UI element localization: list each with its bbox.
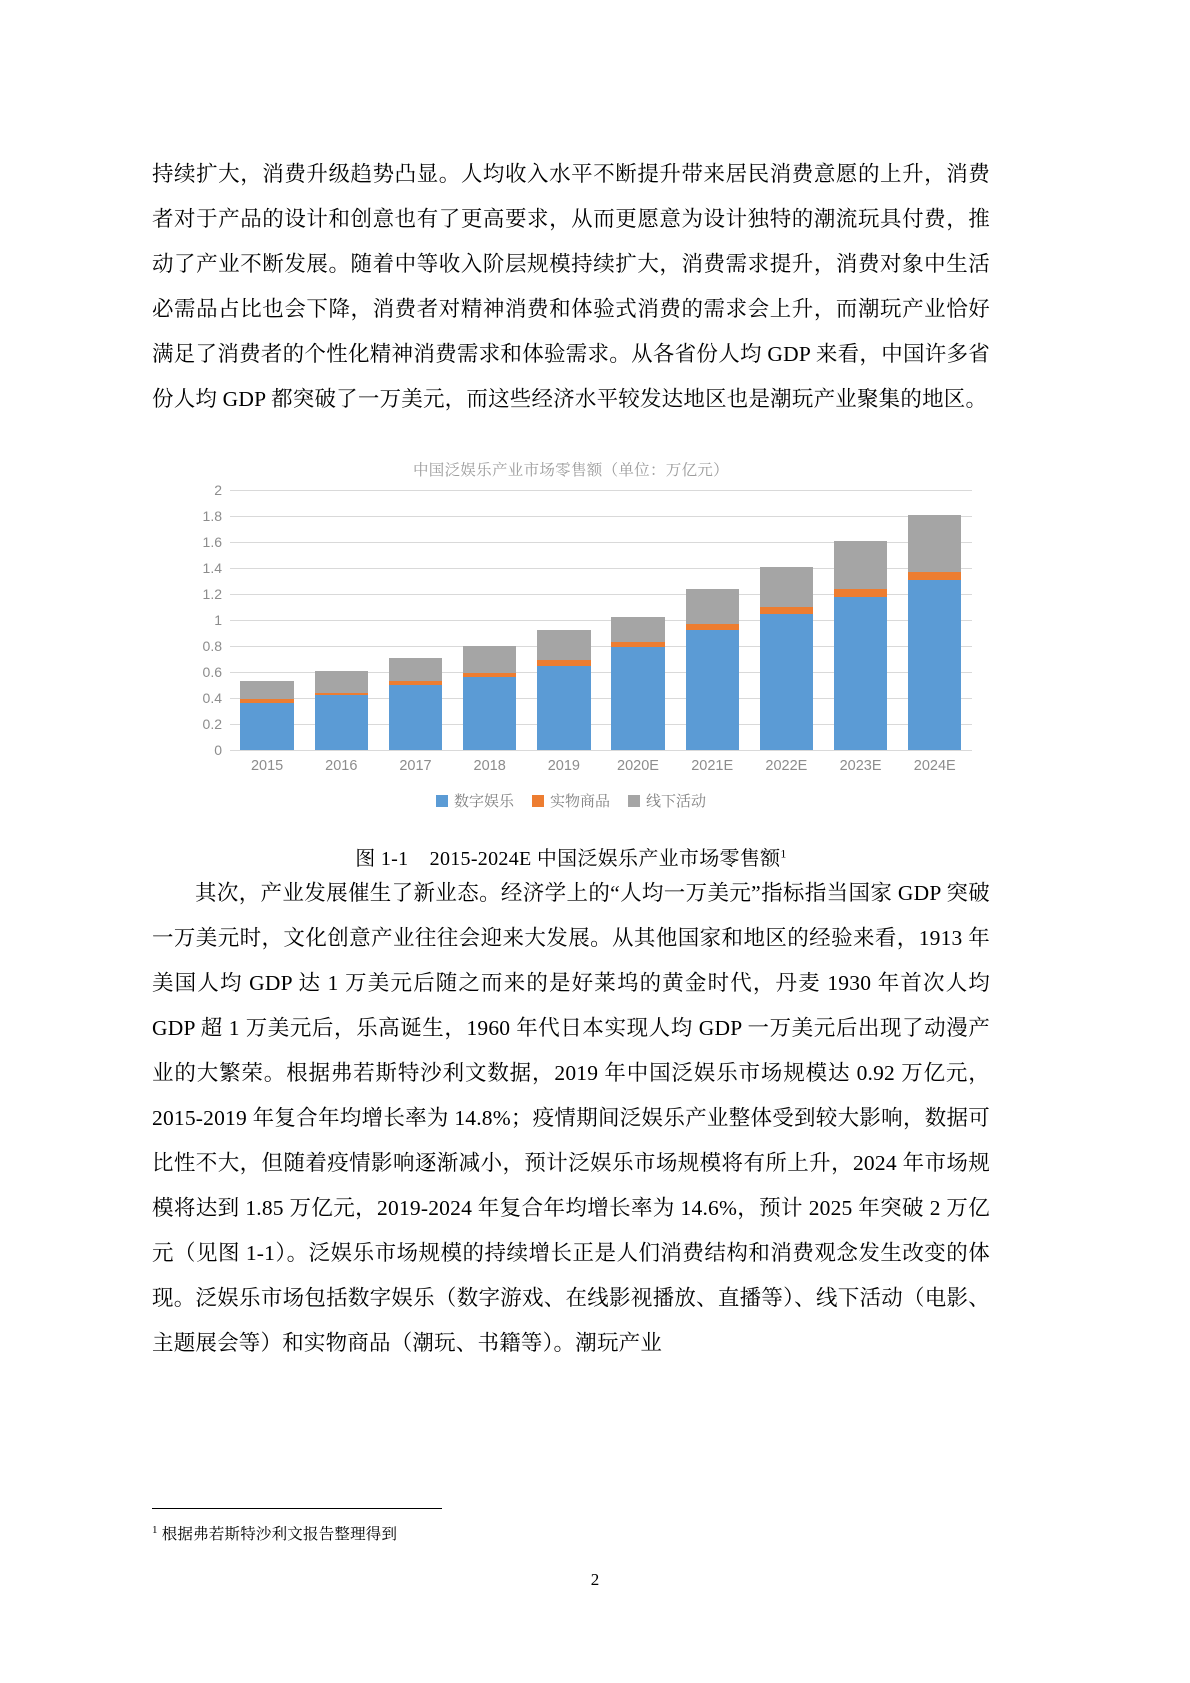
x-axis-tick: 2024E — [913, 758, 956, 774]
chart-grid — [230, 490, 972, 750]
legend-label: 实物商品 — [549, 793, 610, 810]
x-axis — [230, 758, 972, 774]
bar-segment — [463, 646, 516, 673]
bar-column — [611, 490, 664, 750]
y-axis-tick: 0.8 — [202, 638, 222, 654]
bar-segment — [315, 671, 368, 693]
page-content — [152, 152, 990, 1366]
bar-column — [834, 490, 887, 750]
legend-swatch-icon — [532, 795, 544, 807]
x-axis-tick: 2019 — [547, 758, 580, 774]
y-axis-tick: 1.2 — [202, 586, 222, 602]
legend-swatch-icon — [436, 795, 448, 807]
bar-segment — [315, 695, 368, 750]
footnote — [152, 1518, 990, 1547]
bar-segment — [686, 589, 739, 624]
y-axis-tick: 0.6 — [202, 664, 222, 680]
bar-column — [463, 490, 516, 750]
y-axis-tick: 1.4 — [202, 560, 222, 576]
bar-segment — [463, 677, 516, 750]
figure-caption — [152, 842, 990, 871]
legend-item[interactable] — [628, 790, 706, 811]
footnote-marker: 1 — [152, 1524, 158, 1536]
bar-segment — [389, 685, 442, 750]
bar-column — [315, 490, 368, 750]
bar-segment — [537, 630, 590, 660]
x-axis-tick: 2017 — [399, 758, 432, 774]
stacked-bar-chart — [152, 482, 990, 820]
x-axis-tick: 2016 — [325, 758, 358, 774]
x-axis-tick: 2023E — [839, 758, 882, 774]
bar-column — [537, 490, 590, 750]
bar-column — [908, 490, 961, 750]
bar-segment — [760, 567, 813, 607]
y-axis-tick: 1.6 — [202, 534, 222, 550]
footnote-text: 根据弗若斯特沙利文报告整理得到 — [161, 1526, 398, 1544]
bar-segment — [834, 597, 887, 750]
figure-1-1 — [152, 458, 990, 871]
bar-column — [760, 490, 813, 750]
bar-segment — [537, 666, 590, 751]
bar-segment — [240, 703, 293, 750]
paragraph-1: 持续扩大，消费升级趋势凸显。人均收入水平不断提升带来居民消费意愿的上升，消费者对于产品的设计和创意也有了更高要求，从而更愿意为设计独特的潮流玩具付费，推动了产业不断发展。随着中等收入阶层规模持续扩大，消费需求提升，消费对象中生活必需品占比也会下降，消费者对精神消费和体验式消费的需求会上升，而潮玩产业恰好满足了消费者的个性化精神消费需求和体验需求。从各省份人均 GDP 来看，中国许多省份人均 GDP 都突破了一万美元，而这些经济水平较发达地区也是潮玩产业聚集的地区。 — [152, 162, 990, 411]
bar-column — [389, 490, 442, 750]
y-axis-tick: 2 — [214, 482, 222, 498]
y-axis — [182, 482, 222, 758]
y-axis-tick: 0 — [214, 742, 222, 758]
bar-segment — [834, 541, 887, 589]
legend-label: 线下活动 — [646, 793, 707, 810]
bar-segment — [389, 658, 442, 681]
bar-segment — [240, 681, 293, 699]
page-number: 2 — [590, 1570, 600, 1589]
y-axis-tick: 0.4 — [202, 690, 222, 706]
bar-segment — [611, 617, 664, 642]
bar-series-container — [230, 490, 972, 750]
footnote-separator — [152, 1508, 442, 1509]
figure-caption-footnote-marker: 1 — [780, 846, 787, 861]
bar-segment — [686, 630, 739, 750]
figure-caption-text: 2015-2024E 中国泛娱乐产业市场零售额 — [429, 848, 781, 870]
legend-swatch-icon — [628, 795, 640, 807]
chart-legend — [152, 790, 990, 811]
y-axis-tick: 1.8 — [202, 508, 222, 524]
chart-title: 中国泛娱乐产业市场零售额（单位：万亿元） — [412, 462, 729, 479]
gridline — [230, 750, 972, 751]
y-axis-tick: 1 — [214, 612, 222, 628]
y-axis-tick: 0.2 — [202, 716, 222, 732]
x-axis-tick: 2022E — [765, 758, 808, 774]
chart-plot-area — [152, 482, 990, 780]
x-axis-tick: 2015 — [250, 758, 284, 774]
bar-segment — [611, 647, 664, 750]
x-axis-tick: 2018 — [473, 758, 506, 774]
legend-label: 数字娱乐 — [453, 793, 514, 810]
bar-segment — [760, 614, 813, 751]
paragraph-2: 其次，产业发展催生了新业态。经济学上的“人均一万美元”指标指当国家 GDP 突破一万美元时，文化创意产业往往会迎来大发展。从其他国家和地区的经验来看，1913 年美国人均 GDP 达 1 万美元后随之而来的是好莱坞的黄金时代，丹麦 1930 年首次人均 GDP 超 1 万美元后，乐高诞生，1960 年代日本实现人均 GDP 一万美元后出现了动漫产业的大繁荣。根据弗若斯特沙利文数据，2019 年中国泛娱乐市场规模达 0.92 万亿元，2015-2019 年复合年均增长率为 14.8%；疫情期间泛娱乐产业整体受到较大影响，数据可比性不大，但随着疫情影响逐渐减小，预计泛娱乐市场规模将有所上升，2024 年市场规模将达到 1.85 万亿元，2019-2024 年复合年均增长率为 14.6%，预计 2025 年突破 2 万亿元（见图 1-1）。泛娱乐市场规模的持续增长正是人们消费结构和消费观念发生改变的体现。泛娱乐市场包括数字娱乐（数字游戏、在线影视播放、直播等）、线下活动（电影、主题展会等）和实物商品（潮玩、书籍等）。潮玩产业 — [152, 881, 990, 1355]
footnote-area — [152, 1508, 990, 1547]
legend-item[interactable] — [436, 790, 514, 811]
bar-column — [240, 490, 293, 750]
x-axis-tick: 2021E — [691, 758, 734, 774]
bar-segment — [908, 580, 961, 750]
x-axis-tick: 2020E — [617, 758, 659, 774]
bar-segment — [908, 572, 961, 580]
bar-segment — [908, 515, 961, 572]
bar-segment — [834, 589, 887, 597]
bar-column — [686, 490, 739, 750]
legend-item[interactable] — [532, 790, 610, 811]
figure-caption-prefix: 图 1-1 — [355, 848, 409, 870]
